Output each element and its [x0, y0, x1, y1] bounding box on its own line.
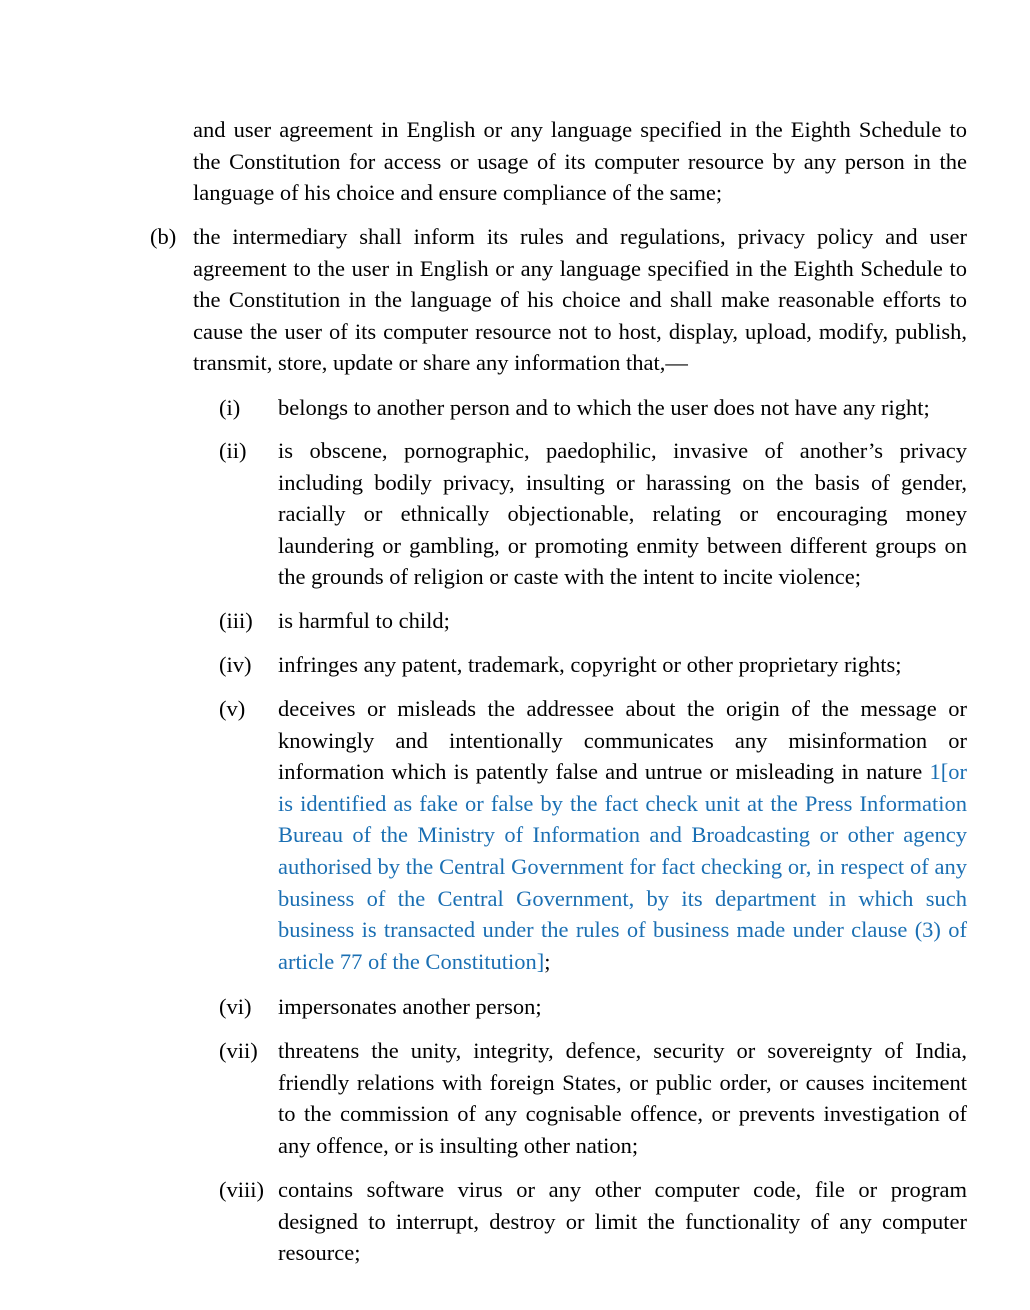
clause-b-text: the intermediary shall inform its rules and regulations, privacy policy and user agreement to the user in English or any language specified in the Eighth Schedule to the Constitution in the language of his choice and shall make reasonable efforts to cause the user of its computer resource not to host, display, upload, modify, publish, transmit, store, update or share any information that,—	[193, 224, 967, 376]
sub-clause-label: (v)	[219, 696, 246, 721]
sub-clause-label: (ii)	[219, 438, 247, 463]
sub-clause-text: impersonates another person;	[278, 994, 542, 1019]
clause-b-label: (b)	[150, 224, 177, 249]
sub-clause-label: (iv)	[219, 652, 252, 677]
sub-clause-text: is harmful to child;	[278, 608, 450, 633]
sub-clause-label: (i)	[219, 395, 241, 420]
sub-clause-text: is obscene, pornographic, paedophilic, invasive of another’s privacy including bodily privacy, insulting or harassing on the basis of gender, racially or ethnically objectionable, relating or encouraging money laundering or gambling, or promoting enmity between different groups on the grounds of religion or caste with the intent to incite violence;	[278, 438, 967, 590]
sub-clause-v-text-before: deceives or misleads the addressee about the origin of the message or knowingly and intentionally communicates any misinformation or information which is patently false and untrue or misleading in nature	[278, 696, 967, 785]
sub-clause-label: (vi)	[219, 994, 252, 1019]
continuation-paragraph: and user agreement in English or any language specified in the Eighth Schedule to the Constitution for access or usage of its computer resource by any person in the language of his choice and ensure compliance of the same;	[193, 117, 967, 206]
sub-clause-label: (vii)	[219, 1038, 258, 1063]
sub-clause-text	[278, 693, 967, 977]
sub-clause-text: contains software virus or any other computer code, file or program designed to interrupt, destroy or limit the functionality of any computer resource;	[278, 1177, 967, 1266]
sub-clause-v-text-after: ;	[544, 948, 551, 974]
sub-clause-label: (iii)	[219, 608, 253, 633]
sub-clause-text: belongs to another person and to which the user does not have any right;	[278, 395, 930, 420]
sub-clause-text: threatens the unity, integrity, defence, security or sovereignty of India, friendly relations with foreign States, or public order, or causes incitement to the commission of any cognisable offence, or prevents investigation of any offence, or is insulting other nation;	[278, 1038, 967, 1158]
sub-clause-label: (viii)	[219, 1177, 264, 1202]
amendment-text: 1[or is identified as fake or false by the fact check unit at the Press Information Bureau of the Ministry of Information and Broadcasting or other agency authorised by the Central Government for fact checking or, in respect of any business of the Central Government, by its department in which such business is transacted under the rules of business made under clause (3) of article 77 of the Constitution]	[278, 759, 967, 974]
sub-clause-text: infringes any patent, trademark, copyright or other proprietary rights;	[278, 652, 902, 677]
